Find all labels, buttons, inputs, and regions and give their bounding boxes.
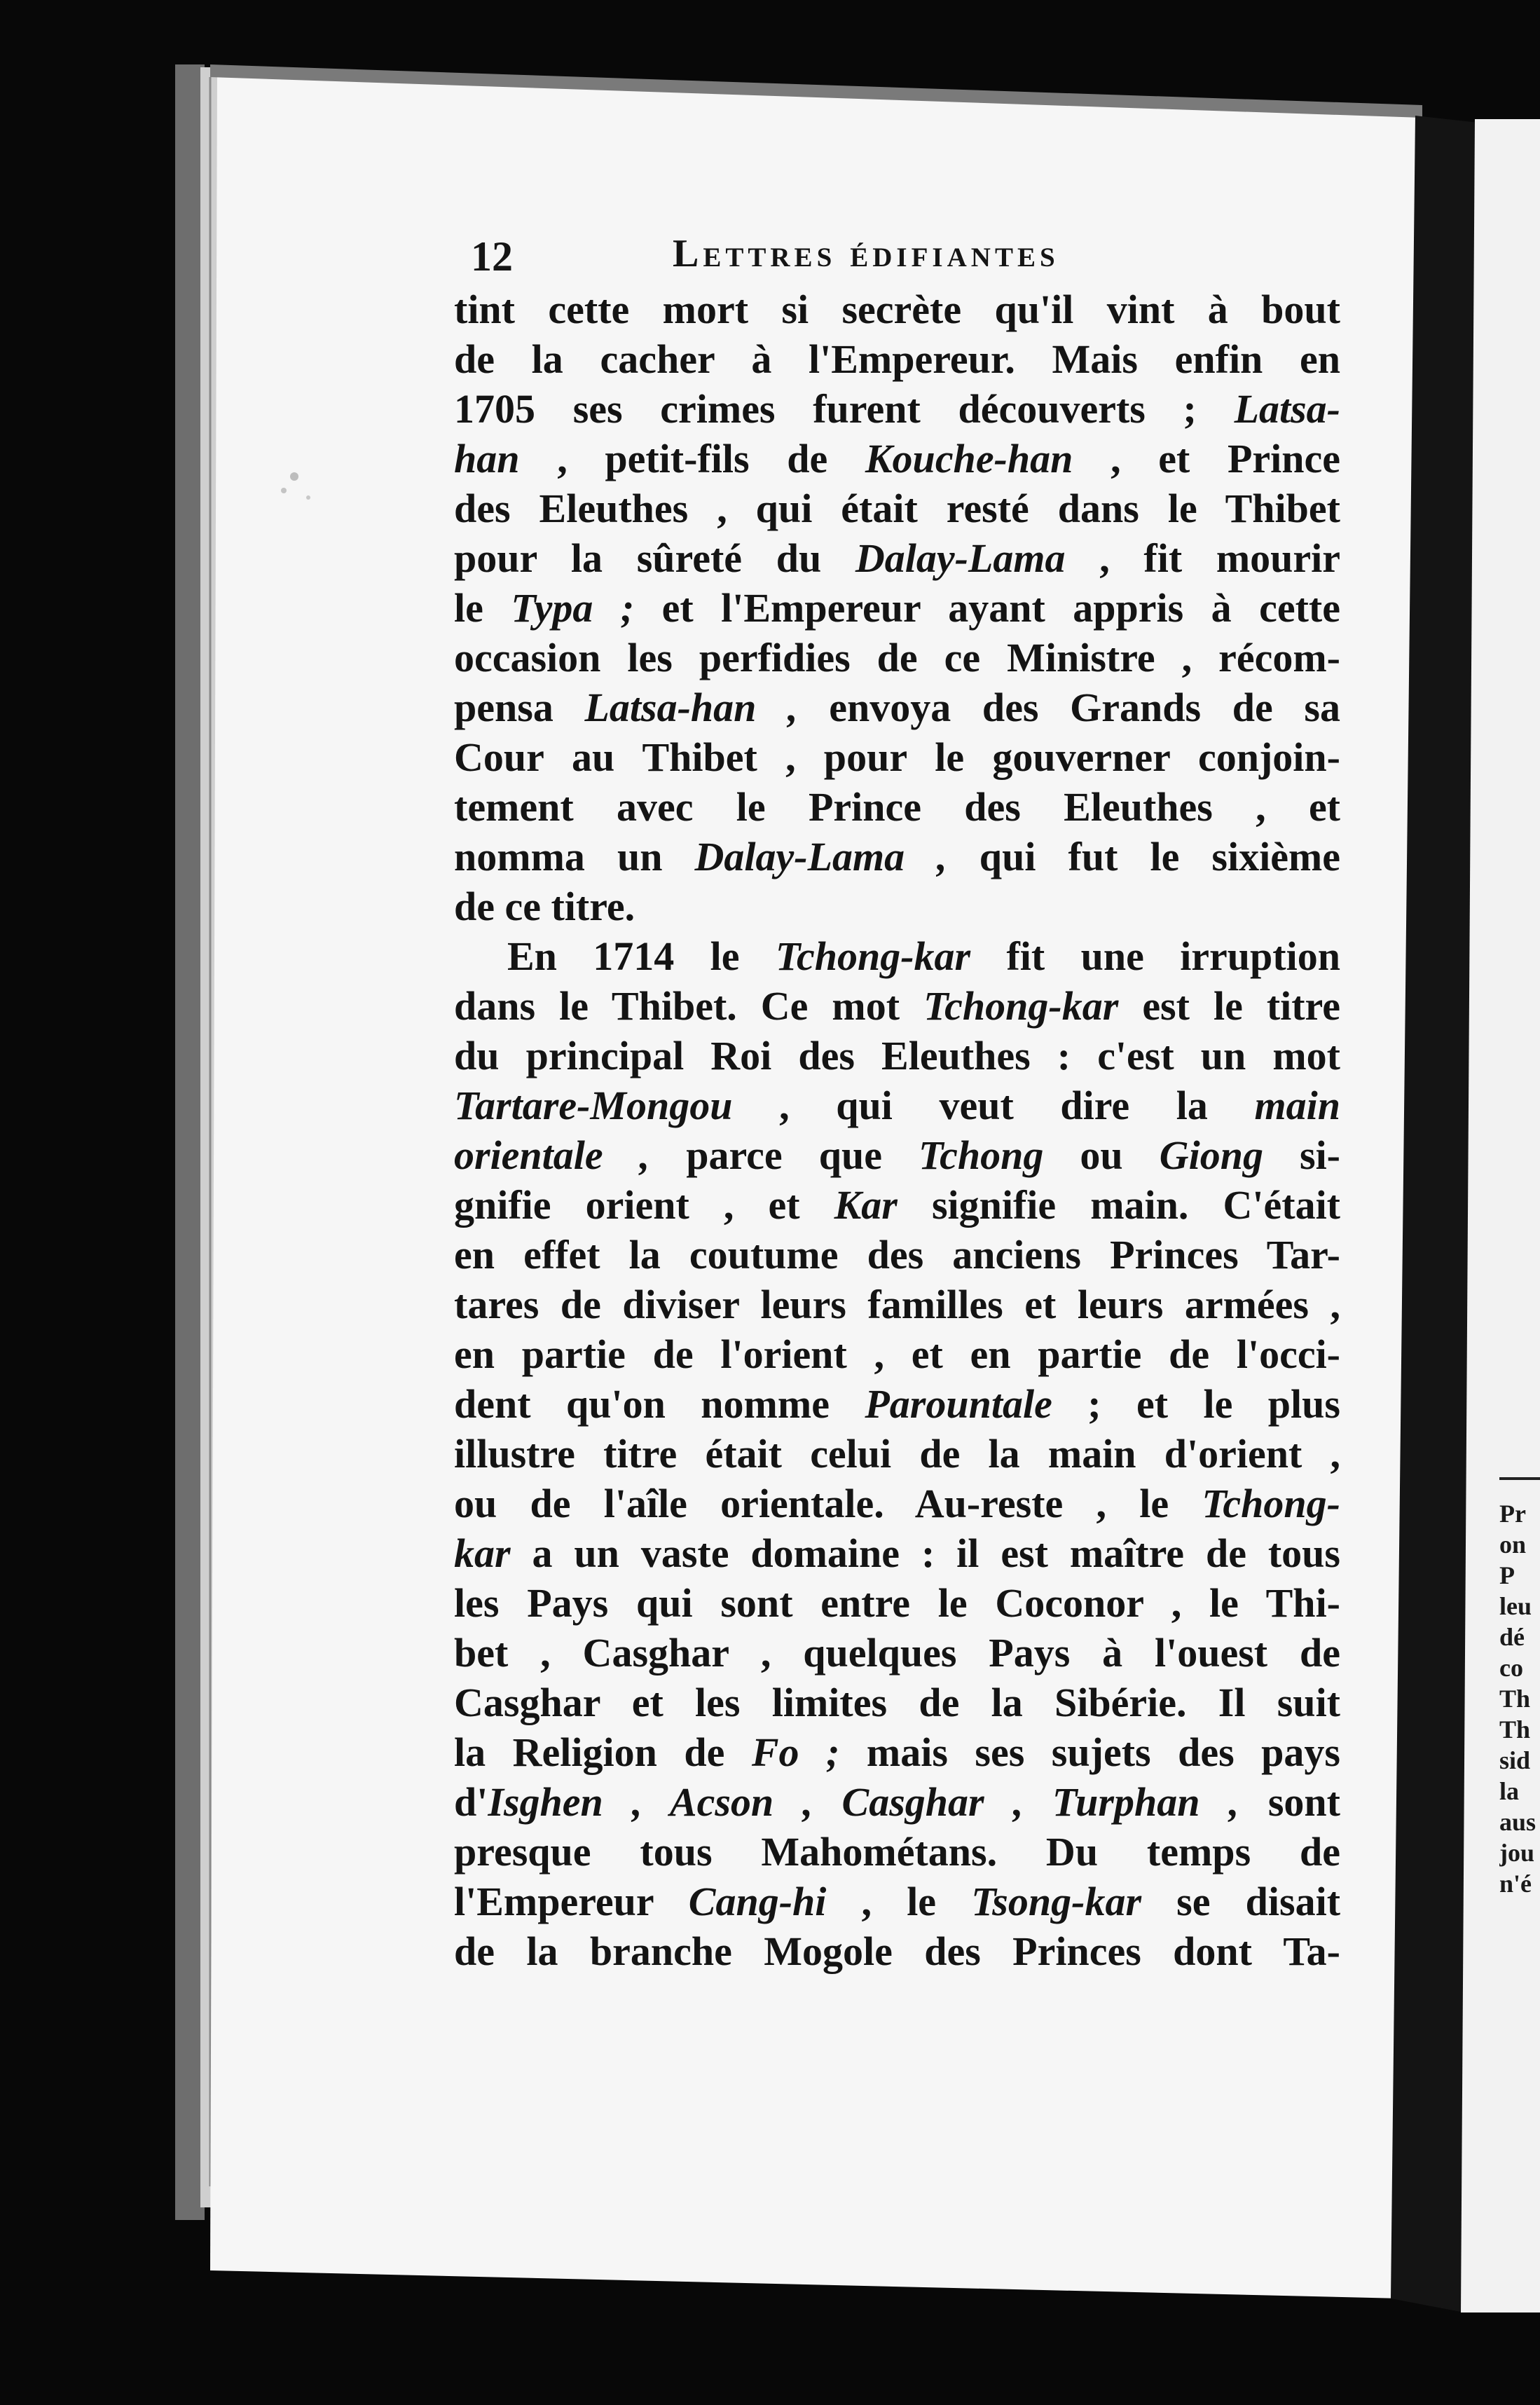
italic-text: Tchong-kar bbox=[775, 933, 971, 979]
text-line bbox=[454, 285, 1340, 334]
facing-page-fragment: Th bbox=[1499, 1685, 1531, 1713]
text-line bbox=[454, 1031, 1340, 1081]
text-run: d' bbox=[454, 1779, 488, 1825]
text-run: de la cacher à l'Empereur. Mais enfin en bbox=[454, 336, 1340, 382]
text-run: presque tous Mahométans. Du temps de bbox=[454, 1829, 1340, 1875]
text-run: pour la sûreté du bbox=[454, 535, 855, 581]
facing-page-fragment: leu bbox=[1499, 1592, 1532, 1620]
text-run: 1705 ses crimes furent découverts ; bbox=[454, 386, 1235, 432]
italic-text: kar bbox=[454, 1530, 511, 1576]
text-line bbox=[454, 484, 1340, 533]
text-run: ou bbox=[1043, 1132, 1160, 1178]
text-run: fit une irruption bbox=[970, 933, 1340, 979]
italic-text: Fo ; bbox=[751, 1729, 840, 1775]
text-run: se disait bbox=[1141, 1879, 1340, 1924]
facing-page-fragment: P bbox=[1499, 1561, 1515, 1589]
text-run: ou de l'aîle orientale. Au-reste , le bbox=[454, 1481, 1202, 1526]
text-run: a un vaste domaine : il est maître de tous bbox=[510, 1530, 1340, 1576]
text-line bbox=[454, 1528, 1340, 1578]
italic-text: Kouche-han bbox=[865, 436, 1073, 481]
italic-text: orientale , bbox=[454, 1132, 650, 1178]
text-run: bet , Casghar , quelques Pays à l'ouest de bbox=[454, 1630, 1340, 1676]
italic-text: Cang-hi bbox=[688, 1879, 827, 1924]
text-run: en partie de l'orient , et en partie de l'occi- bbox=[454, 1331, 1340, 1377]
text-line bbox=[454, 1877, 1340, 1926]
text-run: tares de diviser leurs familles et leurs armées , bbox=[454, 1282, 1340, 1327]
text-run: le bbox=[454, 585, 511, 631]
text-run: tint cette mort si secrète qu'il vint à bout bbox=[454, 287, 1340, 332]
text-line bbox=[454, 1180, 1340, 1230]
page-number: 12 bbox=[471, 233, 513, 280]
text-line bbox=[454, 384, 1340, 434]
italic-text: Tchong- bbox=[1202, 1481, 1340, 1526]
text-line bbox=[454, 1379, 1340, 1429]
text-run: les Pays qui sont entre le Coconor , le Thi- bbox=[454, 1580, 1340, 1626]
italic-text: Latsa-han , bbox=[584, 685, 798, 730]
text-line bbox=[454, 1827, 1340, 1877]
text-run: est le titre bbox=[1118, 983, 1340, 1029]
text-line bbox=[454, 1628, 1340, 1678]
text-line bbox=[454, 334, 1340, 384]
text-run: parce que bbox=[649, 1132, 919, 1178]
text-run: illustre titre était celui de la main d'orient , bbox=[454, 1431, 1340, 1476]
text-run: qui fut le sixième bbox=[947, 834, 1340, 879]
text-run: et l'Empereur ayant appris à cette bbox=[634, 585, 1340, 631]
text-line bbox=[454, 782, 1340, 832]
facing-page-fragment: co bbox=[1499, 1654, 1523, 1682]
text-run: pensa bbox=[454, 685, 585, 730]
text-run: , qui veut dire la bbox=[732, 1083, 1255, 1128]
italic-text: Dalay-Lama , bbox=[694, 834, 947, 879]
facing-page-text-fragments bbox=[1499, 1498, 1540, 1899]
page-text-block bbox=[454, 285, 1340, 1976]
text-line bbox=[454, 1130, 1340, 1180]
text-line bbox=[454, 683, 1340, 732]
italic-text: Tchong-kar bbox=[923, 983, 1119, 1029]
text-run: tement avec le Prince des Eleuthes , et bbox=[454, 784, 1340, 830]
text-run: En 1714 le bbox=[507, 933, 776, 979]
text-run: occasion les perfidies de ce Ministre , récom- bbox=[454, 635, 1340, 680]
text-line bbox=[454, 832, 1340, 882]
facing-page-fragment: sid bbox=[1499, 1746, 1531, 1774]
text-run: en effet la coutume des anciens Princes Tar- bbox=[454, 1232, 1340, 1277]
text-line bbox=[454, 732, 1340, 782]
italic-text: Typa ; bbox=[511, 585, 635, 631]
italic-text: Giong bbox=[1159, 1132, 1263, 1178]
text-line bbox=[454, 1777, 1340, 1827]
text-run: si- bbox=[1263, 1132, 1340, 1178]
text-run: nomma un bbox=[454, 834, 695, 879]
text-line bbox=[454, 1479, 1340, 1528]
italic-text: Tartare-Mongou bbox=[454, 1083, 733, 1128]
text-run: gnifie orient , et bbox=[454, 1182, 834, 1228]
text-run: Casghar et les limites de la Sibérie. Il suit bbox=[454, 1680, 1340, 1725]
text-run: sont bbox=[1239, 1779, 1340, 1825]
text-line bbox=[454, 1280, 1340, 1329]
facing-page-fragment: Pr bbox=[1499, 1500, 1526, 1528]
facing-page-fragment: Th bbox=[1499, 1715, 1531, 1743]
text-run: , petit-fils de bbox=[519, 436, 865, 481]
running-head bbox=[471, 231, 1340, 285]
italic-text: Kar bbox=[834, 1182, 898, 1228]
italic-text: Parountale bbox=[865, 1381, 1052, 1427]
facing-page-fragment: n'é bbox=[1499, 1870, 1532, 1898]
page-edge bbox=[175, 64, 205, 2220]
text-line bbox=[454, 1678, 1340, 1727]
text-line bbox=[454, 1081, 1340, 1130]
text-run: signifie main. C'était bbox=[897, 1182, 1340, 1228]
text-run: du principal Roi des Eleuthes : c'est un mot bbox=[454, 1033, 1340, 1078]
facing-page-fragment: jou bbox=[1499, 1839, 1535, 1867]
text-line bbox=[454, 1578, 1340, 1628]
text-run: des Eleuthes , qui était resté dans le Thibet bbox=[454, 486, 1340, 531]
text-run: envoya des Grands de sa bbox=[797, 685, 1340, 730]
italic-text: Latsa- bbox=[1234, 386, 1340, 432]
text-run: mais ses sujets des pays bbox=[839, 1729, 1340, 1775]
running-title: Lettres édifiantes bbox=[673, 232, 1059, 275]
text-run: , le bbox=[826, 1879, 972, 1924]
text-line bbox=[454, 1230, 1340, 1280]
text-run: , fit mourir bbox=[1065, 535, 1340, 581]
text-run: dans le Thibet. Ce mot bbox=[454, 983, 924, 1029]
text-line bbox=[454, 533, 1340, 583]
facing-page-fragment: la bbox=[1499, 1777, 1520, 1805]
text-line bbox=[454, 434, 1340, 484]
text-line bbox=[454, 633, 1340, 683]
text-line bbox=[454, 981, 1340, 1031]
italic-text: Tsong-kar bbox=[971, 1879, 1142, 1924]
text-line bbox=[454, 1926, 1340, 1976]
italic-text: Isghen , Acson , Casghar , Turphan , bbox=[488, 1779, 1239, 1825]
text-line bbox=[454, 1329, 1340, 1379]
text-line bbox=[454, 1429, 1340, 1479]
facing-page-fragment: dé bbox=[1499, 1623, 1525, 1651]
text-run: dent qu'on nomme bbox=[454, 1381, 865, 1427]
text-line bbox=[454, 583, 1340, 633]
text-run: ; et le plus bbox=[1052, 1381, 1340, 1427]
text-run: Cour au Thibet , pour le gouverner conjoin- bbox=[454, 734, 1340, 780]
text-run: la Religion de bbox=[454, 1729, 752, 1775]
italic-text: main bbox=[1254, 1083, 1340, 1128]
text-run: de la branche Mogole des Princes dont Ta- bbox=[454, 1928, 1340, 1974]
text-line bbox=[454, 1727, 1340, 1777]
text-line bbox=[454, 931, 1340, 981]
facing-page-fragment: aus bbox=[1499, 1808, 1536, 1836]
text-run: l'Empereur bbox=[454, 1879, 689, 1924]
text-line bbox=[454, 882, 1340, 931]
italic-text: han bbox=[454, 436, 520, 481]
text-run: de ce titre. bbox=[454, 884, 635, 929]
facing-page-fragment: on bbox=[1499, 1530, 1527, 1558]
text-run: , et Prince bbox=[1073, 436, 1340, 481]
italic-text: Tchong bbox=[919, 1132, 1044, 1178]
italic-text: Dalay-Lama bbox=[855, 535, 1066, 581]
